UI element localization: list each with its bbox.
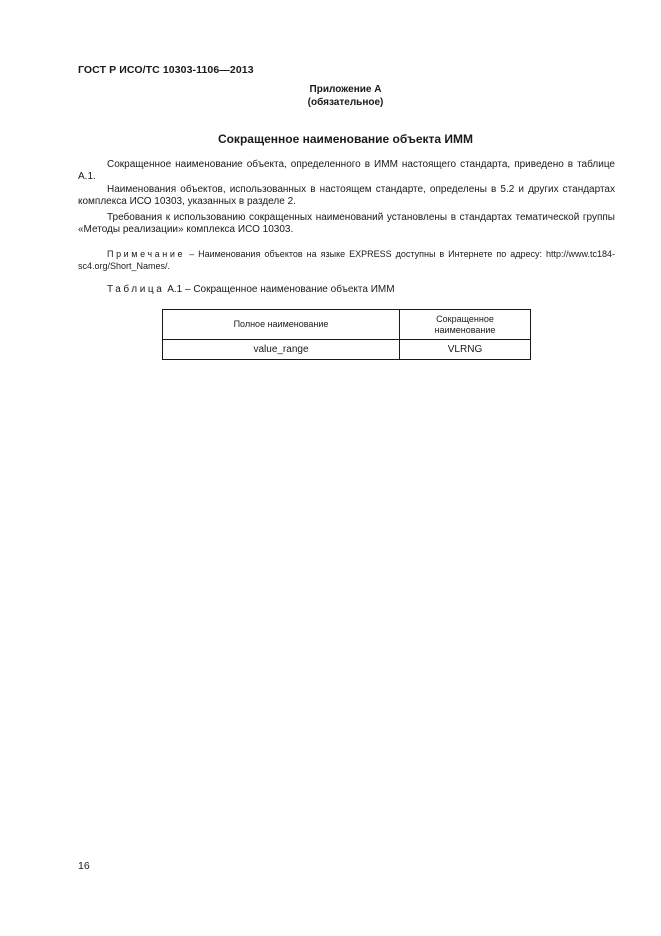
header-full-name: Полное наименование [163,310,400,340]
section-title [0,132,661,146]
table-header-row [163,310,531,340]
note [78,248,615,272]
paragraph-text: Наименования объектов, использованных в настоящем стандарте, определены в 5.2 и других стандартах комплекса ИСО 10303, указанных в разделе 2. [78,184,615,208]
paragraph-text: Сокращенное наименование объекта, определенного в ИММ настоящего стандарта, приведено в таблице А.1. [78,159,615,183]
appendix-status: (обязательное) [307,97,384,108]
short-names-table [162,309,531,360]
table-caption [107,284,395,295]
table-row [163,340,531,360]
section-title-text: Сокращенное наименование объекта ИММ [217,132,474,146]
table-caption-label: Таблица [107,284,165,295]
body-paragraph [78,184,615,209]
cell-short-name: VLRNG [400,340,531,360]
header-short-name-text: Сокращенное наименование [434,313,496,335]
note-label: Примечание [107,249,186,259]
body-paragraph [78,159,615,184]
document-header: ГОСТ Р ИСО/ТС 10303-1106—2013 [78,64,254,76]
note-text: – Наименования объектов на языке EXPRESS доступны в Интернете по адресу: http://www.tc184-sc4.org/Short_Names/. [78,249,615,271]
table-caption-text: А.1 – Сокращенное наименование объекта ИММ [164,284,395,295]
body-paragraph [78,212,615,237]
page-number: 16 [78,860,90,872]
cell-full-name: value_range [163,340,400,360]
appendix-title: Приложение А [309,84,382,95]
paragraph-text: Требования к использованию сокращенных наименований установлены в стандартах тематической группы «Методы реализации» комплекса ИСО 10303. [78,212,615,236]
appendix-heading [0,83,661,109]
header-short-name [400,310,531,340]
